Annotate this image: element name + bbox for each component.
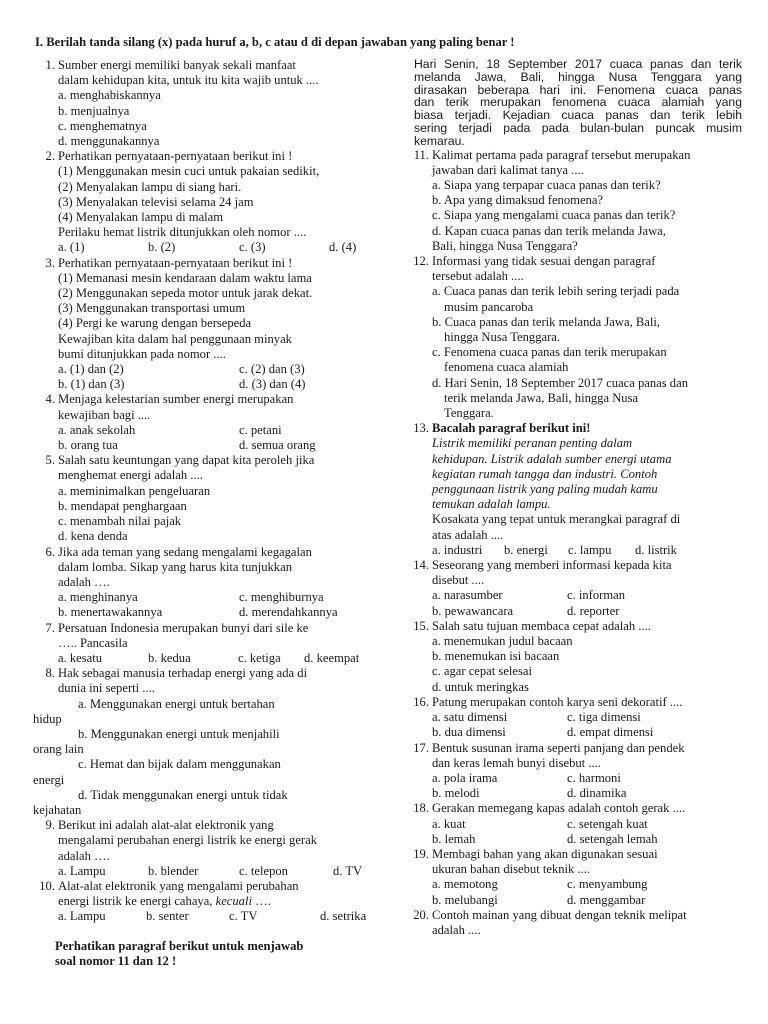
option-d[interactable]: d. dinamika	[567, 786, 627, 801]
question-text: mengalami perubahan energi listrik ke energi gerak	[58, 833, 318, 848]
option-b[interactable]: b. blender	[148, 863, 199, 878]
question-number: 10.	[39, 878, 55, 893]
question-title: Bacalah paragraf berikut ini!	[432, 421, 591, 436]
question-number: 19.	[413, 846, 429, 861]
electricity-passage-line: kehidupan. Listrik adalah sumber energi utama	[432, 451, 672, 466]
question-text: Patung merupakan contoh karya seni dekoratif ....	[432, 694, 683, 709]
question-2	[30, 149, 375, 255]
option-c[interactable]: c. setengah kuat	[567, 816, 648, 831]
question-9	[30, 818, 375, 879]
question-text: tersebut adalah ....	[432, 269, 524, 284]
option-c[interactable]: c. agar cepat selesai	[432, 664, 532, 679]
statement-4: (4) Pergi ke warung dengan bersepeda	[58, 316, 252, 331]
option-b[interactable]: b. pewawancara	[432, 603, 514, 618]
option-c[interactable]: c. tiga dimensi	[567, 710, 641, 725]
option-d-continued: Bali, hingga Nusa Tenggara?	[432, 238, 578, 253]
statement-4: (4) Menyalakan lampu di malam	[58, 210, 224, 225]
question-1	[30, 58, 375, 149]
option-d[interactable]: d. untuk meringkas	[432, 679, 529, 694]
option-c[interactable]: c. ketiga	[238, 650, 281, 665]
question-text: Jika ada teman yang sedang mengalami kegagalan	[58, 544, 312, 559]
statement-2: (2) Menyalakan lampu di siang hari.	[58, 179, 242, 194]
option-d[interactable]: d. kena denda	[58, 529, 128, 544]
option-c[interactable]: c. telepon	[239, 863, 288, 878]
question-text: Menjaga kelestarian sumber energi merupakan	[58, 392, 294, 407]
electricity-passage-line: kegiatan rumah tangga dan industri. Contoh	[432, 466, 658, 481]
question-19	[404, 847, 744, 908]
option-b[interactable]: b. (1) dan (3)	[58, 377, 125, 392]
question-number: 20.	[413, 907, 429, 922]
question-text: Perhatikan pernyataan-pernyataan berikut ini !	[58, 149, 293, 164]
option-b[interactable]: b. orang tua	[58, 438, 118, 453]
question-text: Salah satu keuntungan yang dapat kita peroleh jika	[58, 453, 315, 468]
option-b[interactable]: b. melodi	[432, 786, 480, 801]
question-number: 1.	[45, 58, 55, 72]
option-a[interactable]: a. Lampu	[58, 909, 106, 924]
option-d[interactable]: d. semua orang	[239, 438, 316, 453]
question-text: jawaban dari kalimat tanya ....	[432, 162, 584, 177]
option-b[interactable]: b. menertawakannya	[58, 605, 163, 620]
option-c[interactable]: c. menyambung	[567, 877, 648, 892]
question-text: Kewajiban kita dalam hal penggunaan minyak	[58, 331, 292, 346]
question-16	[404, 695, 744, 741]
option-c[interactable]: c. menghematnya	[58, 118, 147, 133]
option-b[interactable]: b. (2)	[148, 240, 176, 255]
question-text: ….. Pancasila	[58, 635, 128, 650]
statement-2: (2) Menggunakan sepeda motor untuk jarak dekat.	[58, 286, 313, 301]
option-b[interactable]: b. lemah	[432, 831, 476, 846]
question-18	[404, 801, 744, 847]
option-a[interactable]: a. narasumber	[432, 588, 503, 603]
option-b[interactable]: b. senter	[146, 909, 189, 924]
question-text: Kosakata yang tepat untuk merangkai paragraf di	[432, 512, 681, 527]
question-text: kewajiban bagi ....	[58, 407, 151, 422]
question-number: 7.	[45, 620, 55, 635]
option-b[interactable]: b. Cuaca panas dan terik melanda Jawa, Bali, hingga Nusa Tenggara.	[432, 314, 661, 345]
question-text: Bentuk susunan irama seperti panjang dan pendek	[432, 740, 685, 755]
question-number: 17.	[413, 740, 429, 755]
question-text: Informasi yang tidak sesuai dengan paragraf	[432, 254, 656, 268]
question-10	[30, 879, 375, 925]
option-c[interactable]: c. Hemat dan bijak dalam menggunakan energi	[33, 757, 281, 787]
question-text: Seseorang yang memberi informasi kepada kita	[432, 558, 672, 573]
option-a[interactable]: a. (1) dan (2)	[58, 362, 124, 377]
question-text: menghemat energi adalah ....	[58, 468, 203, 483]
except-word: kecuali	[215, 894, 252, 909]
option-b[interactable]: b. kedua	[148, 650, 191, 665]
question-text: Alat-alat elektronik yang mengalami perubahan	[58, 878, 299, 893]
option-b[interactable]: b. menjualnya	[58, 103, 130, 118]
option-d[interactable]: d. Hari Senin, 18 September 2017 cuaca panas dan terik melanda Jawa, Bali, hingga Nusa Tenggara.	[432, 375, 688, 421]
statement-3: (3) Menyalakan televisi selama 24 jam	[58, 194, 254, 209]
question-text: bumi ditunjukkan pada nomor ....	[58, 346, 226, 361]
passage-instruction: Perhatikan paragraf berikut untuk menjawab soal nomor 11 dan 12 !	[55, 938, 304, 968]
option-b[interactable]: b. dua dimensi	[432, 725, 506, 740]
question-3	[30, 256, 375, 393]
question-text: Membagi bahan yang akan digunakan sesuai	[432, 846, 658, 861]
option-d[interactable]: d. TV	[333, 863, 363, 878]
question-number: 11.	[413, 147, 429, 162]
statement-3: (3) Menggunakan transportasi umum	[58, 301, 246, 316]
instruction-heading: I. Berilah tanda silang (x) pada huruf a, b, c atau d di depan jawaban yang paling benar !	[35, 35, 515, 49]
question-text: disebut ....	[432, 573, 485, 588]
weather-passage: Hari Senin, 18 September 2017 cuaca panas dan terik melanda Jawa, Bali, hingga Nusa Tenggara yang dirasakan beberapa hari ini. Fenomena cuaca panas dan terik merupakan fenomena cuaca alamiah yang biasa terjadi. Kejadian cuaca panas dan terik lebih sering terjadi pada pada bulan-bulan puncak musim kemarau.	[414, 57, 742, 148]
question-text: Perilaku hemat listrik ditunjukkan oleh nomor ....	[58, 225, 307, 240]
option-c[interactable]: c. informan	[567, 588, 626, 603]
question-text: dalam kehidupan kita, untuk itu kita wajib untuk ....	[58, 73, 319, 88]
question-8	[30, 666, 375, 818]
option-b[interactable]: b. Menggunakan energi untuk menjahili orang lain	[33, 726, 280, 757]
option-d[interactable]: d. Tidak menggunakan energi untuk tidak kejahatan	[33, 787, 288, 817]
question-number: 15.	[413, 618, 429, 633]
option-a[interactable]: a. Cuaca panas dan terik lebih sering terjadi pada musim pancaroba	[432, 284, 680, 314]
question-number: 16.	[413, 694, 429, 709]
option-d[interactable]: d. empat dimensi	[567, 725, 654, 740]
option-b[interactable]: b. menemukan isi bacaan	[432, 649, 560, 664]
option-c[interactable]: c. harmoni	[567, 770, 621, 785]
question-7	[30, 621, 375, 667]
question-text: Persatuan Indonesia merupakan bunyi dari sile ke	[58, 620, 309, 635]
option-a[interactable]: a. memotong	[432, 877, 498, 892]
question-text: Contoh mainan yang dibuat dengan teknik melipat	[432, 907, 687, 922]
option-c[interactable]: c. TV	[229, 909, 258, 924]
question-text: adalah ….	[58, 848, 110, 863]
question-number: 5.	[45, 453, 55, 468]
question-number: 8.	[45, 666, 55, 681]
question-text: Berikut ini adalah alat-alat elektronik yang	[58, 818, 274, 833]
question-14	[404, 558, 744, 619]
option-d[interactable]: d. Kapan cuaca panas dan terik melanda Jawa,	[432, 223, 666, 238]
question-text: Hak sebagai manusia terhadap energi yang ada di	[58, 666, 308, 681]
question-20	[404, 908, 744, 938]
option-d[interactable]: d. (3) dan (4)	[239, 377, 306, 392]
option-d[interactable]: d. menggunakannya	[58, 134, 160, 149]
option-a[interactable]: a. (1)	[58, 240, 85, 255]
option-d[interactable]: d. keempat	[304, 650, 360, 665]
option-a[interactable]: a. pola irama	[432, 770, 498, 785]
question-text: ukuran bahan disebut teknik ....	[432, 862, 591, 877]
option-d[interactable]: d. setengah lemah	[567, 831, 658, 846]
question-number: 9.	[45, 818, 55, 833]
question-text: adalah ....	[432, 922, 481, 937]
electricity-passage-line: penggunaan listrik yang paling mudah kamu	[432, 482, 658, 497]
option-c[interactable]: c. menghiburnya	[239, 590, 324, 605]
question-4	[30, 392, 375, 453]
option-c[interactable]: c. petani	[239, 422, 282, 437]
option-b[interactable]: b. Apa yang dimaksud fenomena?	[432, 193, 604, 208]
question-12	[404, 254, 744, 421]
option-c[interactable]: c. Siapa yang mengalami cuaca panas dan terik?	[432, 208, 676, 223]
question-text: adalah ….	[58, 574, 110, 589]
question-number: 2.	[45, 149, 55, 164]
option-d[interactable]: d. (4)	[329, 240, 357, 255]
left-column	[30, 58, 375, 969]
question-number: 6.	[45, 544, 55, 559]
question-number: 12.	[413, 254, 429, 268]
option-a[interactable]: a. meminimalkan pengeluaran	[58, 483, 211, 498]
electricity-passage-line: Listrik memiliki peranan penting dalam	[432, 436, 633, 451]
question-number: 3.	[45, 255, 55, 270]
question-text: dan keras lemah bunyi disebut ....	[432, 755, 601, 770]
question-6	[30, 545, 375, 621]
option-c[interactable]: c. (3)	[239, 240, 266, 255]
option-d[interactable]: d. listrik	[635, 542, 677, 557]
option-a[interactable]: a. kesatu	[58, 650, 103, 665]
right-column	[404, 58, 744, 938]
option-a[interactable]: a. menghabiskannya	[58, 88, 161, 103]
statement-1: (1) Menggunakan mesin cuci untuk pakaian sedikit,	[58, 164, 320, 179]
option-c[interactable]: c. (2) dan (3)	[239, 362, 305, 377]
electricity-passage-line: temukan adalah lampu.	[432, 497, 551, 512]
question-number: 18.	[413, 801, 429, 816]
question-number: 13.	[413, 421, 429, 436]
question-text: Gerakan memegang kapas adalah contoh gerak ....	[432, 801, 686, 816]
question-text: Salah satu tujuan membaca cepat adalah ....	[432, 618, 651, 633]
question-text: energi listrik ke energi cahaya, kecuali ….	[58, 894, 271, 909]
option-d[interactable]: d. setrika	[320, 909, 367, 924]
question-13	[404, 421, 744, 558]
statement-1: (1) Memanasi mesin kendaraan dalam waktu lama	[58, 270, 312, 285]
question-5	[30, 453, 375, 544]
option-b[interactable]: b. mendapat penghargaan	[58, 498, 187, 513]
option-a[interactable]: a. kuat	[432, 816, 466, 831]
option-a[interactable]: a. Menggunakan energi untuk bertahan hidup	[33, 696, 275, 726]
option-c[interactable]: c. Fenomena cuaca panas dan terik merupakan fenomena cuaca alamiah	[432, 345, 667, 375]
option-c[interactable]: c. lampu	[568, 542, 612, 557]
option-a[interactable]: a. anak sekolah	[58, 422, 136, 437]
option-a[interactable]: a. Lampu	[58, 863, 106, 878]
question-15	[404, 619, 744, 695]
option-d[interactable]: d. merendahkannya	[239, 605, 338, 620]
option-a[interactable]: a. Siapa yang terpapar cuaca panas dan terik?	[432, 177, 661, 192]
question-17	[404, 741, 744, 802]
question-number: 14.	[413, 558, 429, 573]
question-11	[404, 148, 744, 254]
option-d[interactable]: d. menggambar	[567, 892, 646, 907]
question-text: dalam lomba. Sikap yang harus kita tunjukkan	[58, 559, 292, 574]
question-text: dunia ini seperti ....	[58, 681, 155, 696]
question-text: Sumber energi memiliki banyak sekali manfaat	[58, 58, 296, 72]
question-text: Kalimat pertama pada paragraf tersebut merupakan	[432, 147, 691, 162]
question-text: Perhatikan pernyataan-pernyataan berikut ini !	[58, 255, 293, 270]
option-c[interactable]: c. menambah nilai pajak	[58, 514, 182, 529]
option-b[interactable]: b. melubangi	[432, 892, 498, 907]
question-text: atas adalah ....	[432, 527, 504, 542]
question-number: 4.	[45, 392, 55, 407]
option-d[interactable]: d. reporter	[567, 603, 620, 618]
option-a[interactable]: a. satu dimensi	[432, 710, 508, 725]
option-a[interactable]: a. menghinanya	[58, 590, 138, 605]
option-a[interactable]: a. menemukan judul bacaan	[432, 634, 573, 649]
option-a[interactable]: a. industri	[432, 542, 483, 557]
option-b[interactable]: b. energi	[504, 542, 548, 557]
